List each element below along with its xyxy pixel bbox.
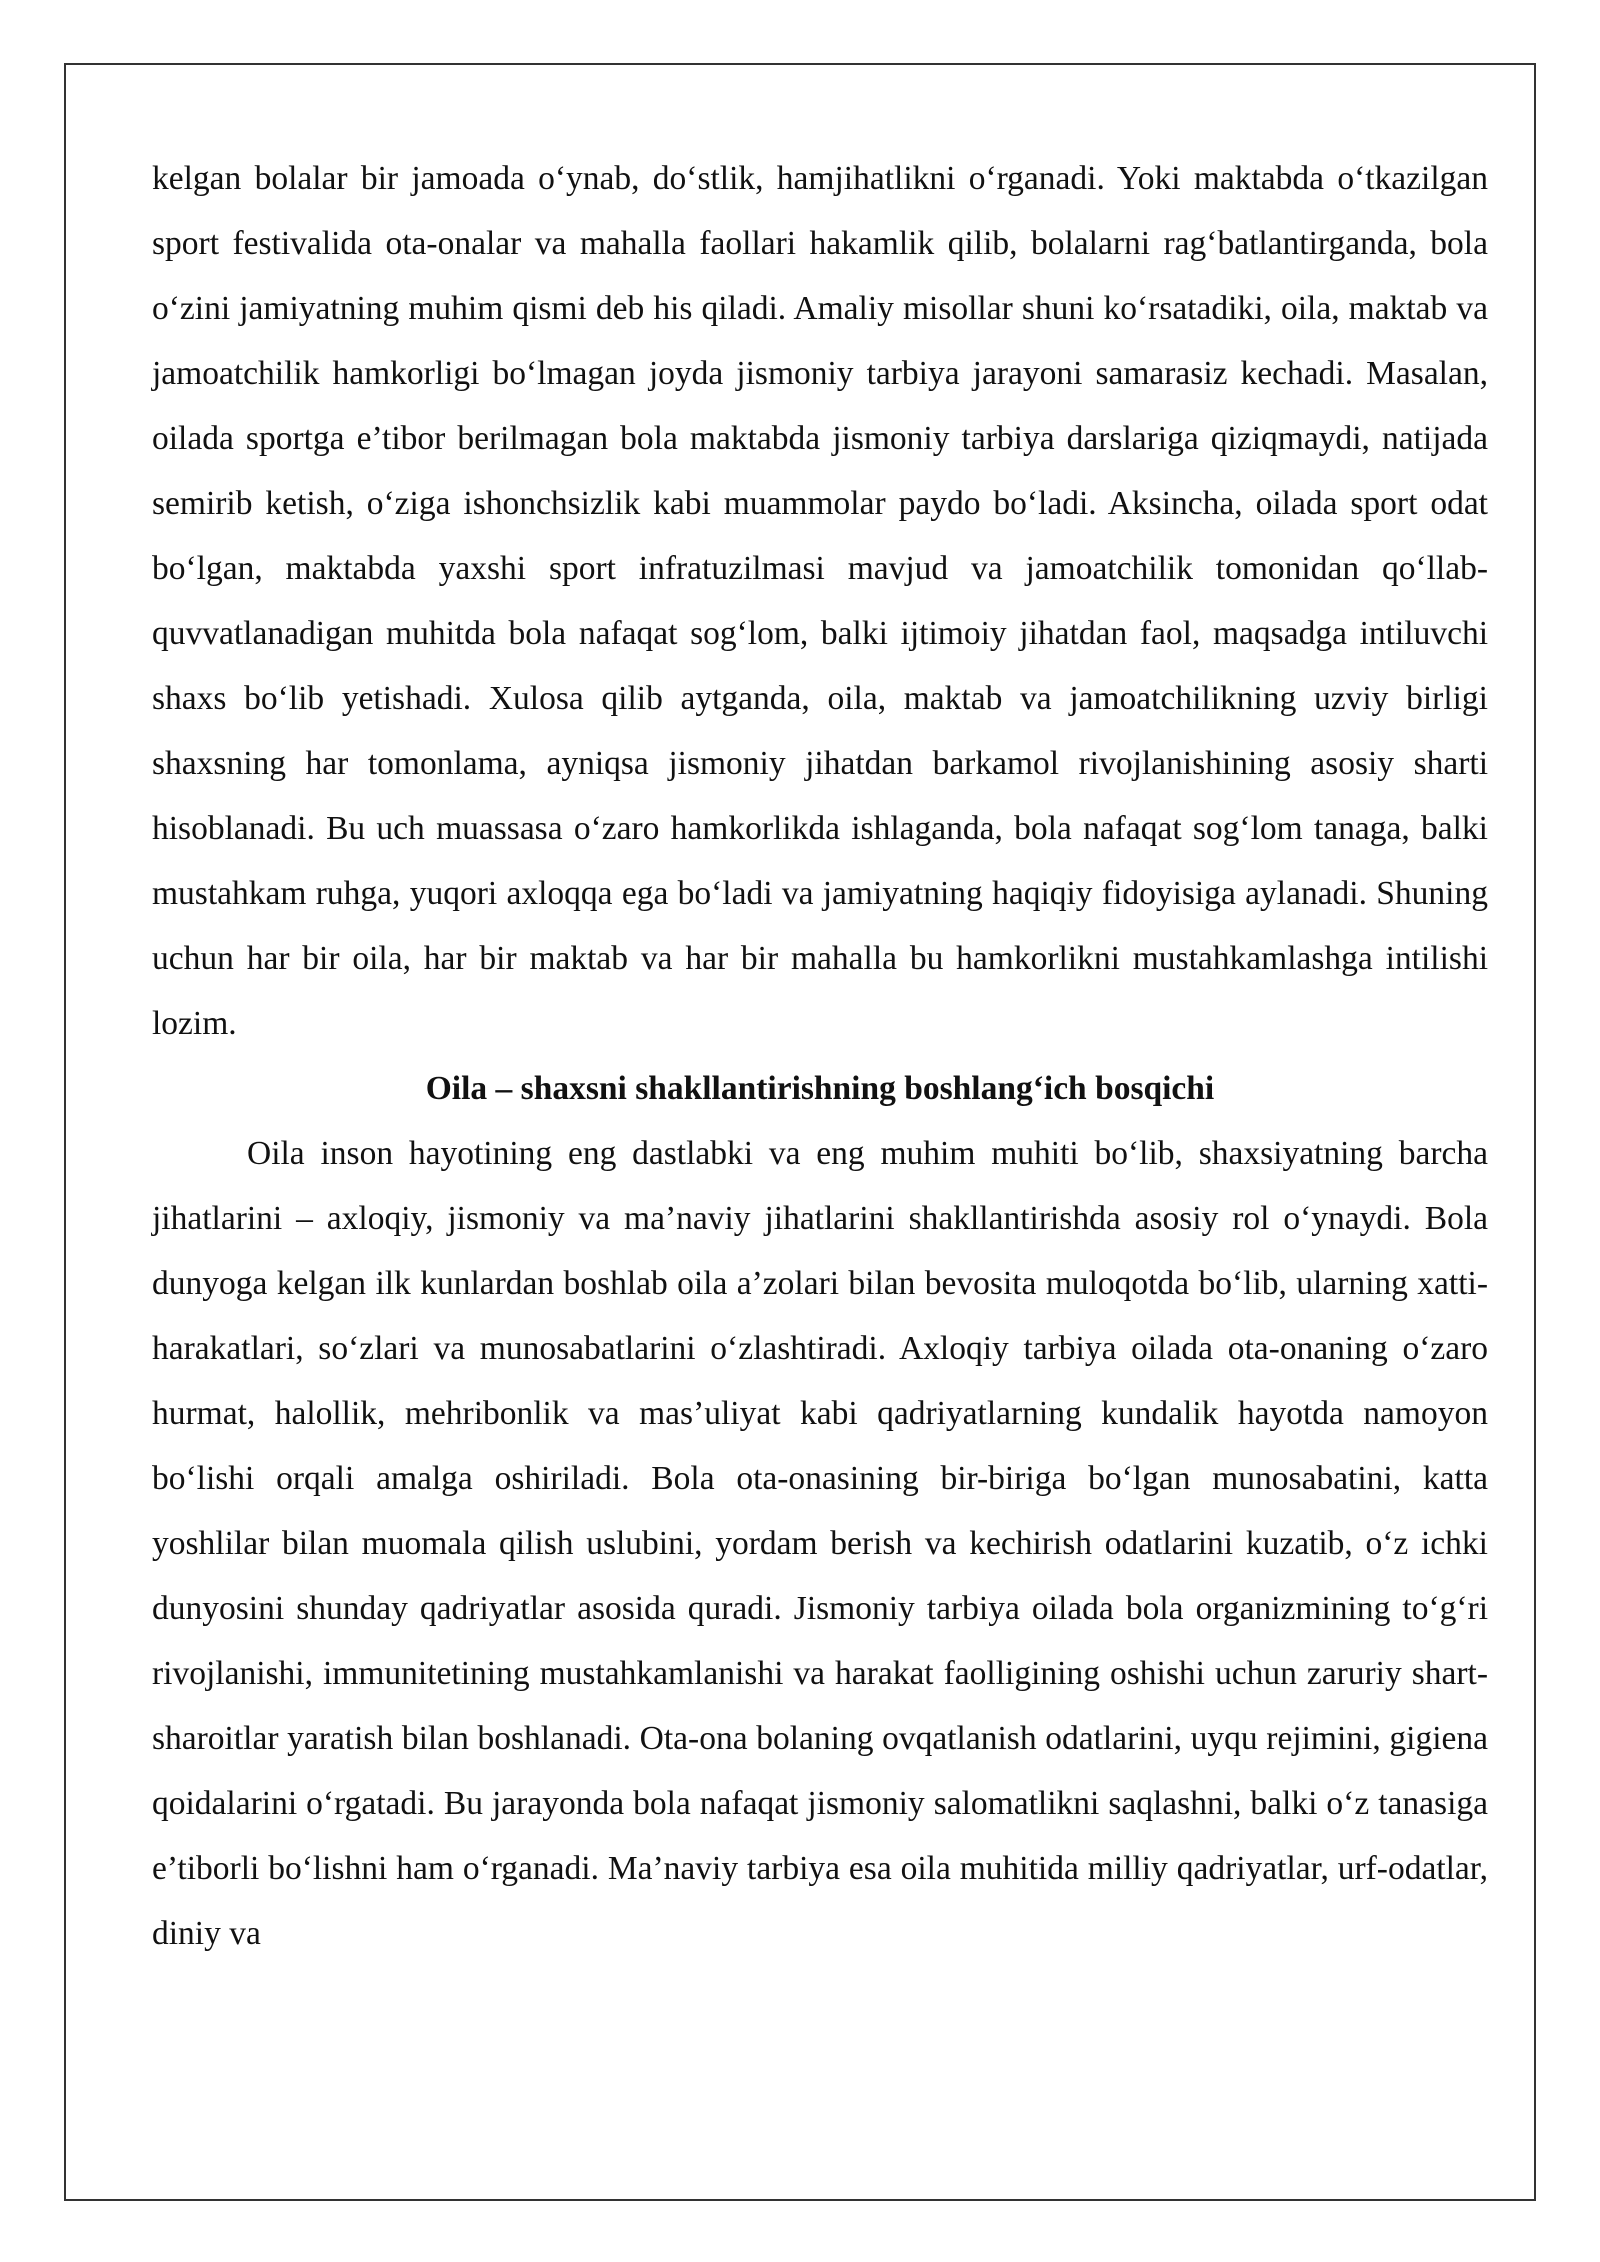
body-paragraph: kelgan bolalar bir jamoada o‘ynab, do‘stlik, hamjihatlikni o‘rganadi. Yoki maktabda o‘tkazilgan sport festivalida ota-onalar va mahalla faollari hakamlik qilib, bolalarni rag‘batlantirganda, bola o‘zini jamiyatning muhim qismi deb his qiladi. Amaliy misollar shuni ko‘rsatadiki, oila, maktab va jamoatchilik hamkorligi bo‘lmagan joyda jismoniy tarbiya jarayoni samarasiz kechadi. Masalan, oilada sportga e’tibor berilmagan bola maktabda jismoniy tarbiya darslariga qiziqmaydi, natijada semirib ketish, o‘ziga ishonchsizlik kabi muammolar paydo bo‘ladi. Aksincha, oilada sport odat bo‘lgan, maktabda yaxshi sport infratuzilmasi mavjud va jamoatchilik tomonidan qo‘llab-quvvatlanadigan muhitda bola nafaqat sog‘lom, balki ijtimoiy jihatdan faol, maqsadga intiluvchi shaxs bo‘lib yetishadi. Xulosa qilib aytganda, oila, maktab va jamoatchilikning uzviy birligi shaxsning har tomonlama, ayniqsa jismoniy jihatdan barkamol rivojlanishining asosiy sharti hisoblanadi. Bu uch muassasa o‘zaro hamkorlikda ishlaganda, bola nafaqat sog‘lom tanaga, balki mustahkam ruhga, yuqori axloqqa ega bo‘ladi va jamiyatning haqiqiy fidoyisiga aylanadi. Shuning uchun har bir oila, har bir maktab va har bir mahalla bu hamkorlikni mustahkamlashga intilishi lozim. bbox=[152, 160, 1488, 1042]
document-body bbox=[152, 146, 1488, 1966]
section-heading: Oila – shaxsni shakllantirishning boshlang‘ich bosqichi bbox=[425, 1070, 1215, 1107]
body-paragraph: Oila inson hayotining eng dastlabki va eng muhim muhiti bo‘lib, shaxsiyatning barcha jihatlarini – axloqiy, jismoniy va ma’naviy jihatlarini shakllantirishda asosiy rol o‘ynaydi. Bola dunyoga kelgan ilk kunlardan boshlab oila a’zolari bilan bevosita muloqotda bo‘lib, ularning xatti-harakatlari, so‘zlari va munosabatlarini o‘zlashtiradi. Axloqiy tarbiya oilada ota-onaning o‘zaro hurmat, halollik, mehribonlik va mas’uliyat kabi qadriyatlarning kundalik hayotda namoyon bo‘lishi orqali amalga oshiriladi. Bola ota-onasining bir-biriga bo‘lgan munosabatini, katta yoshlilar bilan muomala qilish uslubini, yordam berish va kechirish odatlarini kuzatib, o‘z ichki dunyosini shunday qadriyatlar asosida quradi. Jismoniy tarbiya oilada bola organizmining to‘g‘ri rivojlanishi, immunitetining mustahkamlanishi va harakat faolligining oshishi uchun zaruriy shart-sharoitlar yaratish bilan boshlanadi. Ota-ona bolaning ovqatlanish odatlarini, uyqu rejimini, gigiena qoidalarini o‘rgatadi. Bu jarayonda bola nafaqat jismoniy salomatlikni saqlashni, balki o‘z tanasiga e’tiborli bo‘lishni ham o‘rganadi. Ma’naviy tarbiya esa oila muhitida milliy qadriyatlar, urf-odatlar, diniy va bbox=[152, 1135, 1488, 1952]
